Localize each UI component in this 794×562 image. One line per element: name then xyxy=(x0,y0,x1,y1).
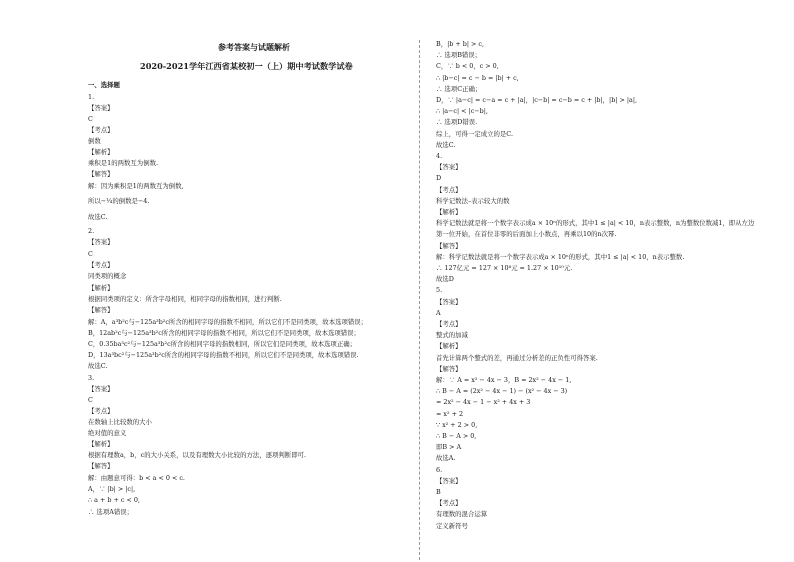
answer-line: ∴ B − A > 0, xyxy=(436,432,477,440)
answer-line: B xyxy=(436,488,441,496)
answer-line: = 2x² − 4x − 1 − x² + 4x + 3 xyxy=(436,398,531,407)
answer-line: 【解析】 xyxy=(436,342,462,351)
answer-line: ∴ B − A = (2x² − 4x − 1) − (x² − 4x − 3) xyxy=(436,387,568,396)
answer-line: 【考点】 xyxy=(436,499,462,508)
answer-line: 1. xyxy=(88,93,95,101)
answer-line: 故选C. xyxy=(88,362,108,370)
answer-line: 倒数 xyxy=(88,137,101,145)
answer-line: 【解析】 xyxy=(436,208,462,216)
answer-line: 根据同类项的定义：所含字母相同，相同字母的指数相同，进行判断. xyxy=(88,295,282,303)
answer-line: A，∵ |b| > |c|, xyxy=(88,485,136,493)
answer-line: 故选D xyxy=(436,275,454,284)
answer-line: ∵ x² + 2 > 0, xyxy=(436,420,478,429)
answer-line: 同类项的概念 xyxy=(88,272,127,280)
answer-line: 【解答】 xyxy=(88,170,114,178)
answer-line: C xyxy=(88,115,93,123)
answer-line: 解：因为乘积是1的两数互为倒数, xyxy=(88,182,184,190)
answer-line: 5. xyxy=(436,286,443,295)
answer-line: 第一位开始，在首位非零的后面加上小数点，再乘以10的n次幂. xyxy=(436,230,617,239)
answer-line: D xyxy=(436,174,442,183)
answer-line: ∴ 选项C正确； xyxy=(436,84,482,93)
answer-line: 【考点】 xyxy=(436,320,462,328)
answer-line: 【解答】 xyxy=(436,241,462,250)
answer-line: 故选A. xyxy=(436,454,456,463)
answer-line: C xyxy=(88,396,93,404)
answer-line: 故选C. xyxy=(88,213,108,221)
answer-line: 综上，可得一定成立的是C. xyxy=(436,129,513,138)
answer-line: ∴ |a−c| < |c−b|, xyxy=(436,107,488,116)
answer-line: 【考点】 xyxy=(88,126,114,134)
answer-line: 【答案】 xyxy=(88,238,114,246)
answer-line: 【解答】 xyxy=(88,462,114,470)
answer-line: 【解析】 xyxy=(88,284,114,292)
left-column xyxy=(88,0,403,562)
answer-line: 2. xyxy=(88,227,95,235)
answer-line: 首先计算两个整式的差，再通过分析差的正负性可得答案. xyxy=(436,353,598,362)
answer-line: 6. xyxy=(436,465,443,474)
answer-line: 【答案】 xyxy=(88,385,114,393)
answer-line: C xyxy=(88,250,93,258)
answer-line: 【解析】 xyxy=(88,440,114,448)
answer-line: 【答案】 xyxy=(436,163,462,172)
answer-line: 在数轴上比较数的大小 xyxy=(88,418,152,426)
answer-line: C，0.35ba³c²与−125a³b²c所含的相同字母的指数相同，所以它们是同类项，故本选项正确； xyxy=(88,340,356,348)
answer-line: 故选C. xyxy=(436,140,456,149)
answer-line: 绝对值的意义 xyxy=(88,429,127,437)
answer-line: ∴ 选项A错误； xyxy=(88,508,133,516)
answer-line: 有理数的混合运算 xyxy=(436,510,488,519)
answer-line: 所以−¼的倒数是−4. xyxy=(88,197,150,205)
answer-line: A xyxy=(436,308,441,317)
answer-line: ∴ a + b + c < 0, xyxy=(88,496,140,504)
answer-line: 【答案】 xyxy=(88,104,114,112)
answer-line: ∴ 选项D错误. xyxy=(436,118,478,127)
answer-line: ∴ |b−c| = c − b = |b| + c, xyxy=(436,73,519,82)
answer-line: 科学记数法–表示较大的数 xyxy=(436,196,510,205)
answer-line: 【解答】 xyxy=(88,306,114,314)
answer-line: 解：∵ A = x² − 4x − 3，B = 2x² − 4x − 1, xyxy=(436,376,572,384)
answer-line: 根据有理数a，b，c的大小关系，以及有理数大小比较的方法，逐项判断即可. xyxy=(88,451,307,459)
answer-line: 即B > A xyxy=(436,443,462,452)
answer-line: 科学记数法就是将一个数字表示成a × 10ⁿ的形式，其中1 ≤ |a| < 10，n表示整数，n为整数位数减1，即从左边 xyxy=(436,219,755,228)
answer-line: = x² + 2 xyxy=(436,409,464,418)
answer-line: ∴ 选项B错误； xyxy=(436,51,482,60)
answer-line: 整式的加减 xyxy=(436,331,468,340)
answer-line: ∴ 127亿元 = 127 × 10⁸元 = 1.27 × 10¹⁰元. xyxy=(436,264,573,272)
answer-line: D，13a³bc²与−125a³b²c所含的相同字母的指数不相同，所以它们不是同类项，故本选项错误. xyxy=(88,351,359,359)
document-subtitle: 2020-2021学年江西省某校初一（上）期中考试数学试卷 xyxy=(140,61,353,71)
answer-line: 【答案】 xyxy=(436,297,462,306)
column-divider xyxy=(419,40,420,560)
answer-line: 乘积是1的两数互为倒数. xyxy=(88,159,159,167)
answer-line: B，12ab²c与−125a³b²c所含的相同字母的指数不相同，所以它们不是同类项，故本选项错误； xyxy=(88,329,360,337)
answer-line: 【答案】 xyxy=(436,476,462,485)
answer-line: 解：科学记数法就是将一个数字表示成a × 10ⁿ的形式，其中1 ≤ |a| < 10，n表示整数. xyxy=(436,252,685,261)
answer-line: B，|b + b| > c, xyxy=(436,40,485,48)
answer-line: C，∵ b < 0，c > 0, xyxy=(436,62,499,71)
document-title: 参考答案与试题解析 xyxy=(218,42,290,52)
answer-line: 4. xyxy=(436,152,443,160)
answer-line: 【考点】 xyxy=(88,407,114,415)
answer-line: 【考点】 xyxy=(436,185,462,194)
right-column xyxy=(436,0,776,562)
answer-line: 【考点】 xyxy=(88,261,114,269)
answer-line: 解：由题意可得：b < a < 0 < c. xyxy=(88,474,185,482)
section-heading: 一、选择题 xyxy=(88,81,120,89)
answer-line: D，∵ |a−c| = c−a = c + |a|，|c−b| = c−b = c + |b|，|b| > |a|, xyxy=(436,96,638,104)
answer-line: 3. xyxy=(88,374,95,382)
answer-line: 定义新符号 xyxy=(436,521,468,530)
answer-line: 解：A，a³b²c与−125a³b²c所含的相同字母的指数不相同，所以它们不是同类项，故本选项错误； xyxy=(88,318,368,326)
answer-line: 【解答】 xyxy=(436,364,462,373)
answer-line: 【解析】 xyxy=(88,148,114,156)
